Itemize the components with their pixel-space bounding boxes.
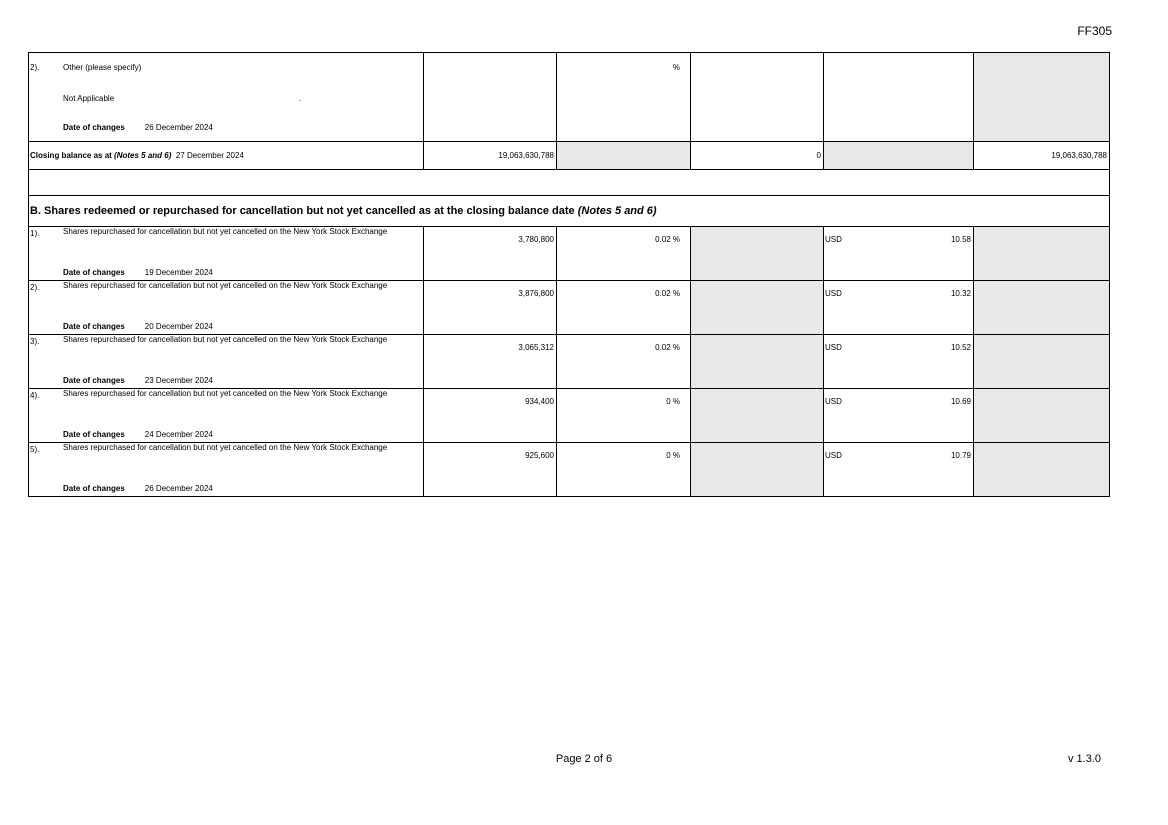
row-shares: 3,780,800 [424, 227, 557, 281]
other-label: Other (please specify) [63, 63, 142, 72]
table-row [29, 389, 1110, 443]
closing-balance-notes: (Notes 5 and 6) [114, 151, 172, 160]
row-col4 [691, 281, 824, 335]
date-value: 20 December 2024 [144, 322, 213, 331]
row-price: 10.69 [950, 397, 971, 406]
closing-balance-col4 [824, 142, 974, 170]
table-row [29, 281, 1110, 335]
row-index: 2). [30, 283, 40, 292]
row-index: 4). [30, 391, 40, 400]
row-currency: USD [825, 397, 842, 406]
table-row [29, 227, 1110, 281]
row-description-cell [29, 443, 424, 497]
date-label: Date of changes [63, 484, 125, 493]
other-date-of-changes [63, 123, 213, 132]
closing-balance-date: 27 December 2024 [175, 151, 244, 160]
section-b-notes: (Notes 5 and 6) [577, 205, 657, 217]
row-description-cell [29, 281, 424, 335]
row-col6 [974, 389, 1110, 443]
row-description: Shares repurchased for cancellation but not yet cancelled on the New York Stock Exchange [63, 227, 388, 236]
closing-balance-label: Closing balance as at [30, 151, 112, 160]
row-shares: 925,600 [424, 443, 557, 497]
other-shares-cell [424, 53, 557, 142]
form-code: FF305 [1077, 24, 1112, 38]
row-currency: USD [825, 235, 842, 244]
other-row [29, 53, 1110, 142]
closing-balance-col3: 0 [691, 142, 824, 170]
row-col4 [691, 227, 824, 281]
row-col6 [974, 443, 1110, 497]
date-value: 26 December 2024 [144, 123, 213, 132]
row-index: 5). [30, 445, 40, 454]
shares-table [28, 52, 1110, 497]
row-currency: USD [825, 451, 842, 460]
row-col4 [691, 443, 824, 497]
row-description-cell [29, 389, 424, 443]
row-currency-price [824, 227, 974, 281]
row-currency: USD [825, 289, 842, 298]
spacer-row [29, 170, 1110, 196]
other-pct-cell: % [557, 53, 691, 142]
date-value: 19 December 2024 [144, 268, 213, 277]
row-price: 10.52 [950, 343, 971, 352]
date-value: 26 December 2024 [144, 484, 213, 493]
row-shares: 934,400 [424, 389, 557, 443]
row-price: 10.79 [950, 451, 971, 460]
section-b-header-row [29, 196, 1110, 227]
closing-balance-row [29, 142, 1110, 170]
row-col4 [691, 389, 824, 443]
row-pct: 0 % [557, 389, 691, 443]
date-label: Date of changes [63, 123, 125, 132]
row-col6 [974, 227, 1110, 281]
version-label: v 1.3.0 [1067, 753, 1101, 765]
closing-balance-col2 [557, 142, 691, 170]
row-price: 10.58 [950, 235, 971, 244]
row-description: Shares repurchased for cancellation but not yet cancelled on the New York Stock Exchange [63, 389, 388, 398]
other-description-cell [29, 53, 424, 142]
row-currency-price [824, 443, 974, 497]
row-shares: 3,065,312 [424, 335, 557, 389]
row-pct: 0.02 % [557, 281, 691, 335]
row-date-of-changes [63, 484, 213, 493]
row-price: 10.32 [950, 289, 971, 298]
date-label: Date of changes [63, 322, 125, 331]
row-date-of-changes [63, 322, 213, 331]
row-col6 [974, 281, 1110, 335]
section-b-title-text: B. Shares redeemed or repurchased for cancellation but not yet cancelled as at the closing balance date [30, 205, 575, 217]
date-label: Date of changes [63, 376, 125, 385]
date-value: 24 December 2024 [144, 430, 213, 439]
row-description: Shares repurchased for cancellation but not yet cancelled on the New York Stock Exchange [63, 443, 388, 452]
row-date-of-changes [63, 430, 213, 439]
date-value: 23 December 2024 [144, 376, 213, 385]
other-col5-cell [824, 53, 974, 142]
row-date-of-changes [63, 376, 213, 385]
row-currency-price [824, 335, 974, 389]
page-number: Page 2 of 6 [555, 753, 613, 765]
row-description-cell [29, 227, 424, 281]
section-b-title [29, 196, 1110, 227]
other-col4-cell [691, 53, 824, 142]
row-col4 [691, 335, 824, 389]
closing-balance-col5: 19,063,630,788 [974, 142, 1110, 170]
row-col6 [974, 335, 1110, 389]
row-pct: 0.02 % [557, 227, 691, 281]
row-currency: USD [825, 343, 842, 352]
other-specified: Not Applicable [63, 94, 115, 103]
row-shares: 3,876,800 [424, 281, 557, 335]
date-label: Date of changes [63, 268, 125, 277]
row-index: 1). [30, 229, 40, 238]
table-row [29, 443, 1110, 497]
closing-balance-label-cell [29, 142, 424, 170]
row-description: Shares repurchased for cancellation but not yet cancelled on the New York Stock Exchange [63, 281, 388, 290]
row-date-of-changes [63, 268, 213, 277]
row-pct: 0.02 % [557, 335, 691, 389]
row-description: Shares repurchased for cancellation but not yet cancelled on the New York Stock Exchange [63, 335, 388, 344]
table-row [29, 335, 1110, 389]
other-col6-cell [974, 53, 1110, 142]
row-index: 3). [30, 337, 40, 346]
other-dot: . [299, 94, 302, 103]
closing-balance-col1: 19,063,630,788 [424, 142, 557, 170]
spacer-cell [29, 170, 1110, 196]
row-description-cell [29, 335, 424, 389]
row-currency-price [824, 389, 974, 443]
row-pct: 0 % [557, 443, 691, 497]
date-label: Date of changes [63, 430, 125, 439]
row-currency-price [824, 281, 974, 335]
row-index: 2). [30, 63, 40, 72]
